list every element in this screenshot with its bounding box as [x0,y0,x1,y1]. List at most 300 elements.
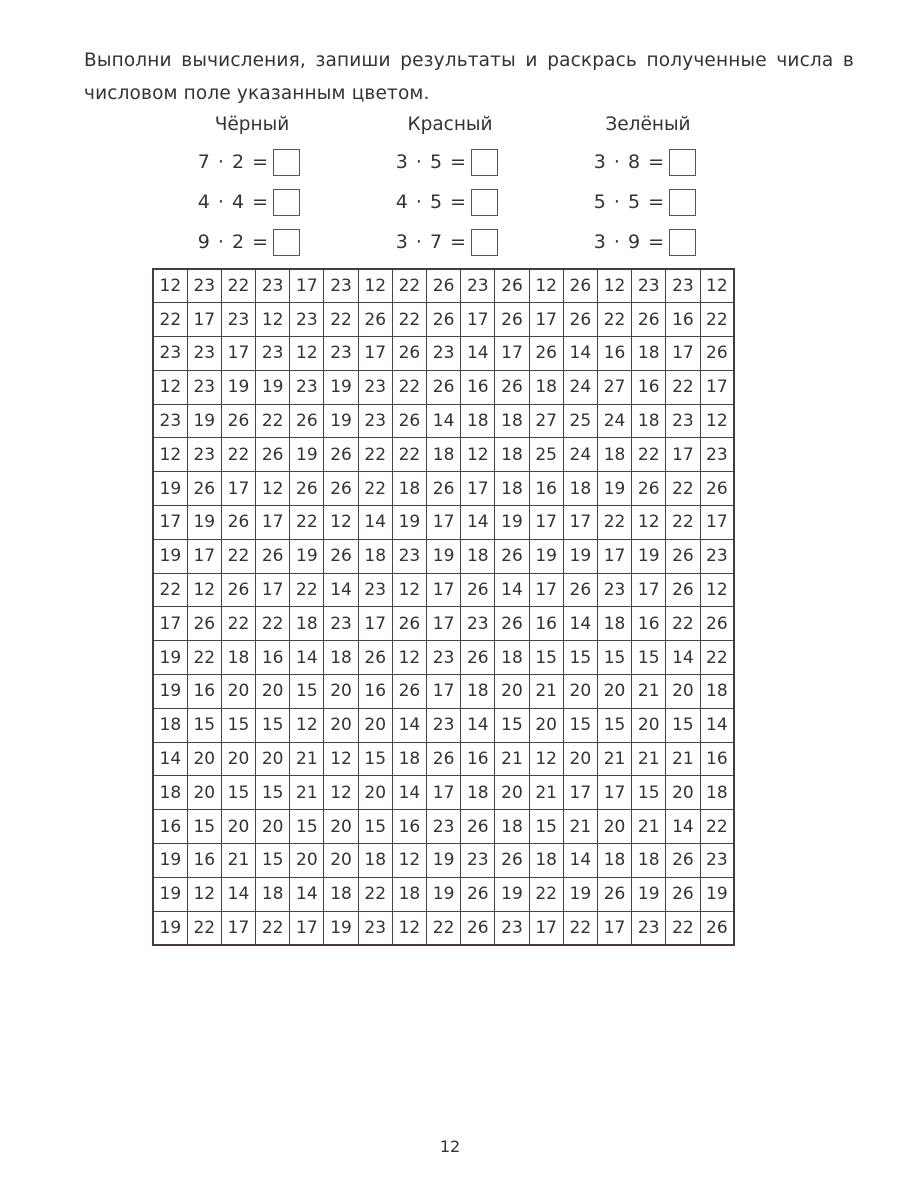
grid-cell[interactable]: 26 [392,607,426,641]
grid-cell[interactable]: 16 [187,675,221,709]
grid-cell[interactable]: 26 [427,742,461,776]
grid-cell[interactable]: 22 [392,303,426,337]
grid-cell[interactable]: 23 [358,911,392,945]
grid-cell[interactable]: 19 [290,539,324,573]
grid-cell[interactable]: 12 [187,877,221,911]
grid-cell[interactable]: 15 [666,708,700,742]
grid-cell[interactable]: 15 [221,776,255,810]
grid-cell[interactable]: 18 [290,607,324,641]
grid-cell[interactable]: 16 [700,742,734,776]
grid-cell[interactable]: 21 [563,810,597,844]
grid-cell[interactable]: 15 [256,708,290,742]
grid-cell[interactable]: 26 [427,472,461,506]
grid-cell[interactable]: 26 [221,506,255,540]
grid-cell[interactable]: 15 [290,810,324,844]
grid-cell[interactable]: 21 [529,675,563,709]
answer-box[interactable] [471,149,498,176]
grid-cell[interactable]: 21 [495,742,529,776]
grid-cell[interactable]: 26 [666,877,700,911]
grid-cell[interactable]: 20 [221,810,255,844]
grid-cell[interactable]: 21 [632,742,666,776]
grid-cell[interactable]: 23 [153,337,187,371]
grid-cell[interactable]: 26 [256,438,290,472]
grid-cell[interactable]: 17 [666,337,700,371]
grid-cell[interactable]: 14 [392,708,426,742]
grid-cell[interactable]: 23 [700,844,734,878]
grid-cell[interactable]: 19 [495,877,529,911]
grid-cell[interactable]: 23 [461,844,495,878]
grid-cell[interactable]: 26 [495,303,529,337]
grid-cell[interactable]: 16 [632,607,666,641]
grid-cell[interactable]: 20 [666,675,700,709]
grid-cell[interactable]: 17 [563,776,597,810]
grid-cell[interactable]: 14 [700,708,734,742]
grid-cell[interactable]: 22 [529,877,563,911]
grid-cell[interactable]: 16 [529,607,563,641]
grid-cell[interactable]: 17 [187,539,221,573]
grid-cell[interactable]: 23 [427,810,461,844]
grid-cell[interactable]: 19 [427,844,461,878]
grid-cell[interactable]: 18 [597,438,631,472]
grid-cell[interactable]: 19 [187,506,221,540]
grid-cell[interactable]: 22 [700,303,734,337]
grid-cell[interactable]: 14 [392,776,426,810]
grid-cell[interactable]: 18 [358,844,392,878]
grid-cell[interactable]: 26 [392,675,426,709]
grid-cell[interactable]: 19 [392,506,426,540]
grid-cell[interactable]: 12 [290,708,324,742]
grid-cell[interactable]: 15 [495,708,529,742]
grid-cell[interactable]: 20 [290,844,324,878]
grid-cell[interactable]: 21 [290,742,324,776]
grid-cell[interactable]: 27 [529,404,563,438]
grid-cell[interactable]: 19 [495,506,529,540]
grid-cell[interactable]: 23 [632,911,666,945]
grid-cell[interactable]: 22 [666,607,700,641]
grid-cell[interactable]: 17 [221,472,255,506]
grid-cell[interactable]: 18 [256,877,290,911]
grid-cell[interactable]: 20 [495,776,529,810]
grid-cell[interactable]: 18 [427,438,461,472]
grid-cell[interactable]: 26 [392,337,426,371]
grid-cell[interactable]: 19 [597,472,631,506]
grid-cell[interactable]: 22 [597,303,631,337]
grid-cell[interactable]: 22 [153,303,187,337]
grid-cell[interactable]: 24 [563,438,597,472]
answer-box[interactable] [273,229,300,256]
grid-cell[interactable]: 26 [187,472,221,506]
grid-cell[interactable]: 17 [529,506,563,540]
grid-cell[interactable]: 23 [700,438,734,472]
grid-cell[interactable]: 14 [461,708,495,742]
grid-cell[interactable]: 18 [495,404,529,438]
grid-cell[interactable]: 14 [290,877,324,911]
grid-cell[interactable]: 22 [392,438,426,472]
grid-cell[interactable]: 16 [632,370,666,404]
grid-cell[interactable]: 12 [324,742,358,776]
grid-cell[interactable]: 18 [461,776,495,810]
grid-cell[interactable]: 26 [221,404,255,438]
grid-cell[interactable]: 12 [392,573,426,607]
grid-cell[interactable]: 17 [153,607,187,641]
grid-cell[interactable]: 19 [256,370,290,404]
grid-cell[interactable]: 19 [153,675,187,709]
grid-cell[interactable]: 22 [700,641,734,675]
grid-cell[interactable]: 21 [221,844,255,878]
grid-cell[interactable]: 17 [290,911,324,945]
grid-cell[interactable]: 19 [221,370,255,404]
grid-cell[interactable]: 27 [597,370,631,404]
grid-cell[interactable]: 17 [597,776,631,810]
grid-cell[interactable]: 18 [597,607,631,641]
grid-cell[interactable]: 26 [324,539,358,573]
grid-cell[interactable]: 24 [597,404,631,438]
grid-cell[interactable]: 17 [563,506,597,540]
grid-cell[interactable]: 17 [666,438,700,472]
grid-cell[interactable]: 17 [700,506,734,540]
grid-cell[interactable]: 26 [461,877,495,911]
grid-cell[interactable]: 22 [256,911,290,945]
grid-cell[interactable]: 22 [358,438,392,472]
grid-cell[interactable]: 23 [221,303,255,337]
grid-cell[interactable]: 22 [256,404,290,438]
grid-cell[interactable]: 23 [256,337,290,371]
grid-cell[interactable]: 22 [666,472,700,506]
grid-cell[interactable]: 20 [632,708,666,742]
grid-cell[interactable]: 17 [461,303,495,337]
grid-cell[interactable]: 17 [256,573,290,607]
grid-cell[interactable]: 23 [666,404,700,438]
grid-cell[interactable]: 19 [324,404,358,438]
grid-cell[interactable]: 19 [427,877,461,911]
grid-cell[interactable]: 18 [392,742,426,776]
grid-cell[interactable]: 14 [153,742,187,776]
grid-cell[interactable]: 17 [290,269,324,303]
grid-cell[interactable]: 19 [563,877,597,911]
grid-cell[interactable]: 26 [495,539,529,573]
grid-cell[interactable]: 25 [563,404,597,438]
grid-cell[interactable]: 20 [324,810,358,844]
grid-cell[interactable]: 21 [597,742,631,776]
grid-cell[interactable]: 17 [358,337,392,371]
grid-cell[interactable]: 12 [153,269,187,303]
grid-cell[interactable]: 20 [597,810,631,844]
grid-cell[interactable]: 17 [221,911,255,945]
grid-cell[interactable]: 19 [153,641,187,675]
grid-cell[interactable]: 17 [597,911,631,945]
grid-cell[interactable]: 23 [392,539,426,573]
grid-cell[interactable]: 18 [529,844,563,878]
grid-cell[interactable]: 26 [495,269,529,303]
grid-cell[interactable]: 18 [495,641,529,675]
grid-cell[interactable]: 23 [495,911,529,945]
grid-cell[interactable]: 22 [700,810,734,844]
grid-cell[interactable]: 15 [597,708,631,742]
grid-cell[interactable]: 16 [597,337,631,371]
grid-cell[interactable]: 26 [290,404,324,438]
grid-cell[interactable]: 19 [153,911,187,945]
grid-cell[interactable]: 17 [427,675,461,709]
grid-cell[interactable]: 19 [153,539,187,573]
grid-cell[interactable]: 22 [256,607,290,641]
answer-box[interactable] [669,229,696,256]
grid-cell[interactable]: 26 [358,303,392,337]
answer-box[interactable] [471,189,498,216]
grid-cell[interactable]: 22 [221,539,255,573]
grid-cell[interactable]: 23 [324,337,358,371]
grid-cell[interactable]: 17 [632,573,666,607]
grid-cell[interactable]: 15 [256,776,290,810]
grid-cell[interactable]: 20 [221,742,255,776]
grid-cell[interactable]: 19 [700,877,734,911]
grid-cell[interactable]: 12 [256,472,290,506]
grid-cell[interactable]: 26 [563,303,597,337]
grid-cell[interactable]: 14 [221,877,255,911]
grid-cell[interactable]: 22 [632,438,666,472]
grid-cell[interactable]: 18 [700,776,734,810]
grid-cell[interactable]: 23 [290,303,324,337]
grid-cell[interactable]: 23 [358,404,392,438]
grid-cell[interactable]: 14 [461,506,495,540]
grid-cell[interactable]: 12 [392,844,426,878]
grid-cell[interactable]: 17 [700,370,734,404]
grid-cell[interactable]: 23 [427,337,461,371]
grid-cell[interactable]: 12 [461,438,495,472]
grid-cell[interactable]: 12 [529,742,563,776]
grid-cell[interactable]: 20 [256,810,290,844]
grid-cell[interactable]: 21 [666,742,700,776]
grid-cell[interactable]: 12 [700,573,734,607]
grid-cell[interactable]: 18 [632,404,666,438]
answer-box[interactable] [273,149,300,176]
grid-cell[interactable]: 23 [427,641,461,675]
grid-cell[interactable]: 20 [358,776,392,810]
grid-cell[interactable]: 18 [358,539,392,573]
grid-cell[interactable]: 12 [597,269,631,303]
grid-cell[interactable]: 26 [427,370,461,404]
grid-cell[interactable]: 22 [187,641,221,675]
grid-cell[interactable]: 22 [358,472,392,506]
grid-cell[interactable]: 20 [563,675,597,709]
grid-cell[interactable]: 18 [153,776,187,810]
grid-cell[interactable]: 26 [324,438,358,472]
grid-cell[interactable]: 20 [529,708,563,742]
grid-cell[interactable]: 16 [666,303,700,337]
grid-cell[interactable]: 23 [427,708,461,742]
grid-cell[interactable]: 22 [221,438,255,472]
grid-cell[interactable]: 14 [427,404,461,438]
grid-cell[interactable]: 16 [461,742,495,776]
grid-cell[interactable]: 26 [427,303,461,337]
grid-cell[interactable]: 19 [632,877,666,911]
grid-cell[interactable]: 22 [324,303,358,337]
grid-cell[interactable]: 14 [666,810,700,844]
grid-cell[interactable]: 15 [563,708,597,742]
grid-cell[interactable]: 12 [392,911,426,945]
grid-cell[interactable]: 16 [461,370,495,404]
grid-cell[interactable]: 26 [256,539,290,573]
grid-cell[interactable]: 18 [461,539,495,573]
grid-cell[interactable]: 14 [495,573,529,607]
grid-cell[interactable]: 26 [221,573,255,607]
grid-cell[interactable]: 26 [700,607,734,641]
grid-cell[interactable]: 22 [392,269,426,303]
answer-box[interactable] [669,189,696,216]
grid-cell[interactable]: 26 [700,337,734,371]
grid-cell[interactable]: 22 [358,877,392,911]
grid-cell[interactable]: 14 [358,506,392,540]
grid-cell[interactable]: 22 [290,506,324,540]
grid-cell[interactable]: 16 [529,472,563,506]
grid-cell[interactable]: 23 [290,370,324,404]
grid-cell[interactable]: 20 [324,708,358,742]
grid-cell[interactable]: 23 [324,607,358,641]
grid-cell[interactable]: 26 [392,404,426,438]
grid-cell[interactable]: 16 [392,810,426,844]
grid-cell[interactable]: 12 [324,506,358,540]
grid-cell[interactable]: 17 [187,303,221,337]
grid-cell[interactable]: 15 [221,708,255,742]
grid-cell[interactable]: 14 [563,844,597,878]
grid-cell[interactable]: 26 [358,641,392,675]
grid-cell[interactable]: 21 [632,675,666,709]
grid-cell[interactable]: 17 [597,539,631,573]
grid-cell[interactable]: 18 [632,844,666,878]
grid-cell[interactable]: 20 [324,844,358,878]
grid-cell[interactable]: 15 [632,776,666,810]
grid-cell[interactable]: 17 [495,337,529,371]
grid-cell[interactable]: 22 [221,269,255,303]
grid-cell[interactable]: 18 [495,810,529,844]
grid-cell[interactable]: 15 [358,810,392,844]
grid-cell[interactable]: 20 [495,675,529,709]
grid-cell[interactable]: 23 [358,370,392,404]
grid-cell[interactable]: 23 [632,269,666,303]
grid-cell[interactable]: 19 [290,438,324,472]
grid-cell[interactable]: 17 [427,607,461,641]
grid-cell[interactable]: 17 [427,573,461,607]
grid-cell[interactable]: 19 [153,877,187,911]
grid-cell[interactable]: 25 [529,438,563,472]
grid-cell[interactable]: 12 [153,438,187,472]
grid-cell[interactable]: 26 [324,472,358,506]
grid-cell[interactable]: 22 [290,573,324,607]
grid-cell[interactable]: 26 [461,641,495,675]
grid-cell[interactable]: 18 [563,472,597,506]
grid-cell[interactable]: 23 [461,607,495,641]
grid-cell[interactable]: 21 [529,776,563,810]
grid-cell[interactable]: 12 [324,776,358,810]
grid-cell[interactable]: 23 [358,573,392,607]
grid-cell[interactable]: 17 [529,303,563,337]
grid-cell[interactable]: 19 [324,911,358,945]
grid-cell[interactable]: 18 [495,472,529,506]
grid-cell[interactable]: 20 [324,675,358,709]
grid-cell[interactable]: 18 [495,438,529,472]
grid-cell[interactable]: 18 [392,877,426,911]
grid-cell[interactable]: 26 [632,303,666,337]
grid-cell[interactable]: 22 [666,506,700,540]
grid-cell[interactable]: 18 [700,675,734,709]
answer-box[interactable] [273,189,300,216]
grid-cell[interactable]: 26 [495,607,529,641]
grid-cell[interactable]: 16 [256,641,290,675]
grid-cell[interactable]: 23 [256,269,290,303]
grid-cell[interactable]: 23 [187,370,221,404]
grid-cell[interactable]: 16 [358,675,392,709]
grid-cell[interactable]: 26 [632,472,666,506]
grid-cell[interactable]: 12 [700,269,734,303]
grid-cell[interactable]: 18 [529,370,563,404]
grid-cell[interactable]: 15 [187,708,221,742]
grid-cell[interactable]: 17 [221,337,255,371]
grid-cell[interactable]: 21 [632,810,666,844]
grid-cell[interactable]: 24 [563,370,597,404]
grid-cell[interactable]: 26 [187,607,221,641]
grid-cell[interactable]: 20 [563,742,597,776]
grid-cell[interactable]: 26 [290,472,324,506]
grid-cell[interactable]: 17 [529,911,563,945]
grid-cell[interactable]: 14 [666,641,700,675]
grid-cell[interactable]: 15 [290,675,324,709]
grid-cell[interactable]: 23 [187,269,221,303]
grid-cell[interactable]: 12 [700,404,734,438]
grid-cell[interactable]: 22 [666,370,700,404]
grid-cell[interactable]: 15 [187,810,221,844]
grid-cell[interactable]: 26 [461,911,495,945]
grid-cell[interactable]: 17 [358,607,392,641]
grid-cell[interactable]: 17 [256,506,290,540]
grid-cell[interactable]: 18 [461,675,495,709]
grid-cell[interactable]: 26 [495,370,529,404]
grid-cell[interactable]: 17 [153,506,187,540]
grid-cell[interactable]: 22 [221,607,255,641]
grid-cell[interactable]: 20 [187,776,221,810]
grid-cell[interactable]: 23 [187,438,221,472]
grid-cell[interactable]: 18 [324,877,358,911]
grid-cell[interactable]: 20 [666,776,700,810]
grid-cell[interactable]: 15 [563,641,597,675]
grid-cell[interactable]: 17 [427,776,461,810]
grid-cell[interactable]: 19 [153,844,187,878]
grid-cell[interactable]: 20 [358,708,392,742]
grid-cell[interactable]: 19 [187,404,221,438]
grid-cell[interactable]: 23 [324,269,358,303]
grid-cell[interactable]: 26 [529,337,563,371]
grid-cell[interactable]: 17 [461,472,495,506]
grid-cell[interactable]: 19 [153,472,187,506]
grid-cell[interactable]: 15 [358,742,392,776]
grid-cell[interactable]: 12 [187,573,221,607]
grid-cell[interactable]: 26 [495,844,529,878]
grid-cell[interactable]: 14 [290,641,324,675]
grid-cell[interactable]: 23 [187,337,221,371]
grid-cell[interactable]: 20 [256,742,290,776]
grid-cell[interactable]: 14 [324,573,358,607]
grid-cell[interactable]: 12 [632,506,666,540]
grid-cell[interactable]: 18 [392,472,426,506]
grid-cell[interactable]: 19 [563,539,597,573]
grid-cell[interactable]: 15 [529,810,563,844]
grid-cell[interactable]: 26 [666,844,700,878]
grid-cell[interactable]: 12 [358,269,392,303]
grid-cell[interactable]: 15 [632,641,666,675]
grid-cell[interactable]: 22 [153,573,187,607]
grid-cell[interactable]: 18 [461,404,495,438]
grid-cell[interactable]: 14 [563,337,597,371]
answer-box[interactable] [669,149,696,176]
grid-cell[interactable]: 18 [597,844,631,878]
